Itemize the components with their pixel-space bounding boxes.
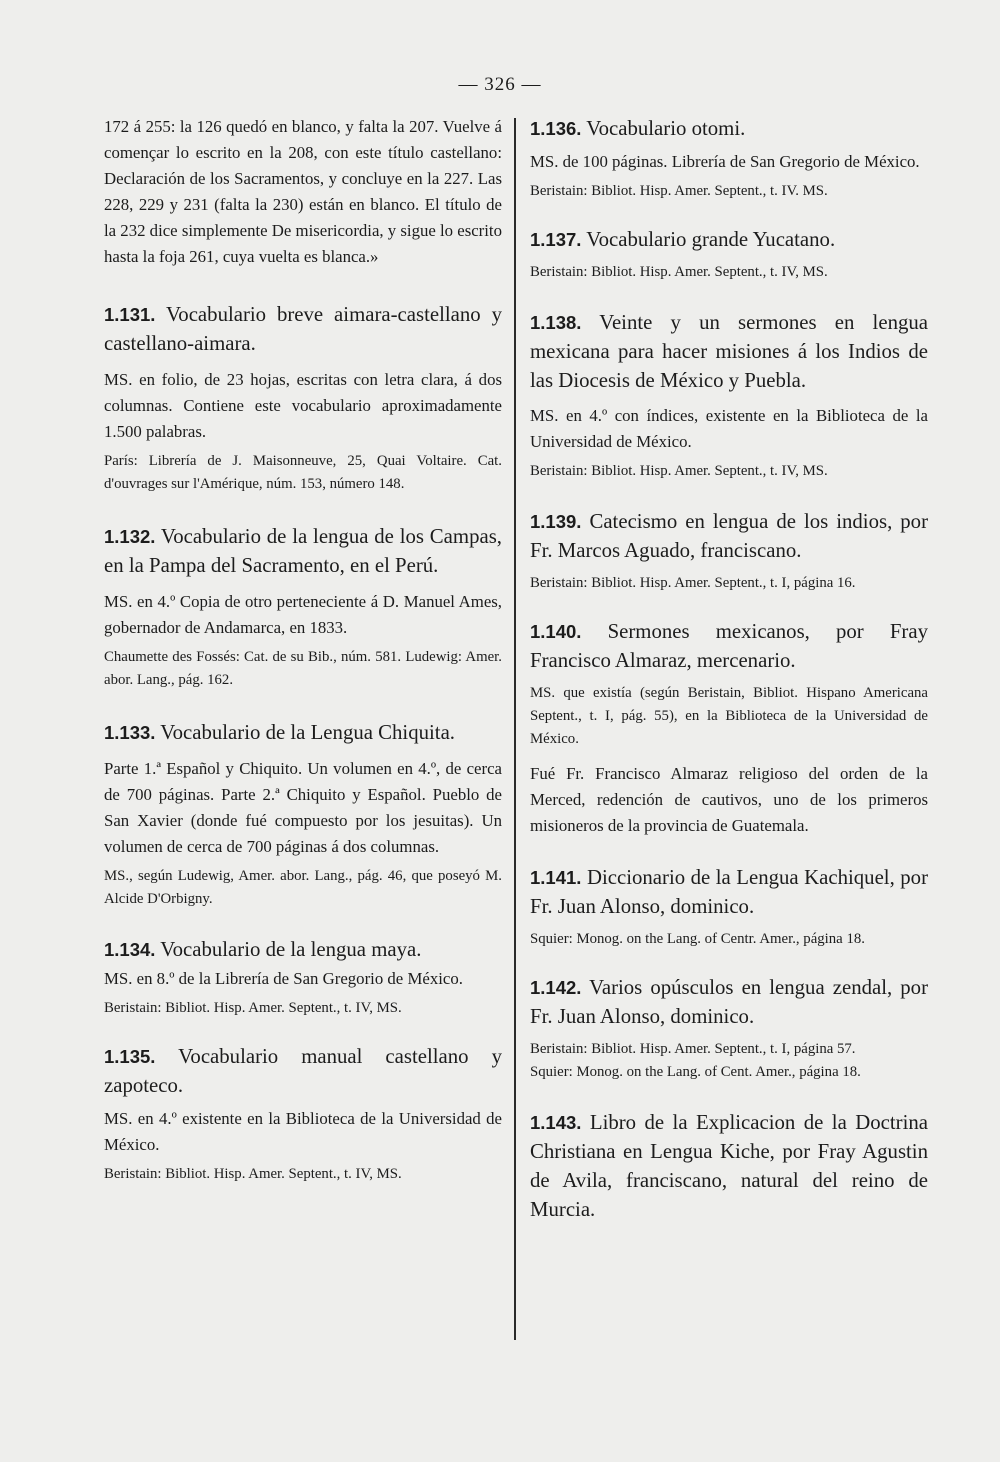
entry-note: París: Librería de J. Maisonneuve, 25, Quai Voltaire. Cat. d'ouvrages sur l'Amérique, núm. 153, número 148. [104,453,502,492]
entry-number: 1.141. [530,867,582,888]
entry-title: Vocabulario de la Lengua Chiquita. [160,721,455,744]
entry-1142 [530,973,928,1084]
entry-body: MS. en 4.º con índices, existente en la Biblioteca de la Universidad de México. [530,406,928,451]
entry-number: 1.143. [530,1112,582,1133]
entry-1131 [104,300,502,496]
entry-note: Beristain: Bibliot. Hisp. Amer. Septent., t. I, página 16. [530,575,856,591]
entry-body: Fué Fr. Francisco Almaraz religioso del orden de la Merced, redención de cautivos, uno de los primeros misioneros de la provincia de Guatemala. [530,764,928,835]
entry-body: Parte 1.ª Español y Chiquito. Un volumen en 4.º, de cerca de 700 páginas. Parte 2.ª Chiquito y Español. Pueblo de San Xavier (donde fué compuesto por los jesuitas). Un volumen de cerca de 700 páginas á dos columnas. [104,759,502,856]
entry-heading [530,1108,928,1224]
entry-note: Beristain: Bibliot. Hisp. Amer. Septent., t. I, página 57. [530,1041,856,1057]
entry-note: Beristain: Bibliot. Hisp. Amer. Septent., t. IV. MS. [530,183,828,199]
entry-number: 1.142. [530,977,582,998]
entry-number: 1.134. [104,939,156,960]
entry-number: 1.140. [530,621,582,642]
entry-1134 [104,935,502,1020]
entry-1139 [530,507,928,595]
entry-number: 1.133. [104,722,156,743]
entry-title: Catecismo en lengua de los indios, por Fr. Marcos Aguado, franciscano. [530,510,928,562]
entry-title: Vocabulario manual castellano y zapoteco. [104,1045,502,1097]
entry-title: Diccionario de la Lengua Kachiquel, por Fr. Juan Alonso, dominico. [530,866,929,918]
entry-note: Squier: Monog. on the Lang. of Centr. Amer., página 18. [530,931,865,947]
entry-body: MS. en folio, de 23 hojas, escritas con letra clara, á dos columnas. Contiene este vocabulario aproximadamente 1.500 palabras. [104,370,502,441]
entry-note: MS. que existía (según Beristain, Bibliot. Hispano Americana Septent., t. I, pág. 55), en la Biblioteca de la Universidad de México. [530,685,928,747]
entry-heading [104,1042,502,1100]
entry-heading [530,225,928,254]
entry-title: Varios opúsculos en lengua zendal, por Fr. Juan Alonso, dominico. [530,976,928,1028]
entry-heading [530,507,928,565]
entry-title: Vocabulario breve aimara-castellano y castellano-aimara. [104,303,502,355]
entry-number: 1.132. [104,526,156,547]
entry-heading [530,617,928,675]
entry-title: Sermones mexicanos, por Fray Francisco Almaraz, mercenario. [530,620,928,672]
right-column [530,114,928,1224]
entry-1140 [530,617,928,839]
entry-title: Vocabulario de la lengua maya. [160,938,422,961]
entry-1137 [530,225,928,284]
entry-heading [530,863,928,921]
continuation-text: 172 á 255: la 126 quedó en blanco, y falta la 207. Vuelve á començar lo escrito en la 208, con este título castellano: Declaración de los Sacramentos, y concluye en la 227. Las 228, 229 y 231 (falta la 230) están en blanco. El título de la 232 dice simplemente De misericordia, y sigue lo escrito hasta la foja 261, cuya vuelta es blanca.» [104,117,502,266]
entry-body: MS. en 8.º de la Librería de San Gregorio de México. [104,969,463,988]
entry-heading [104,300,502,358]
entry-number: 1.139. [530,511,582,532]
entry-number: 1.131. [104,304,156,325]
entry-heading [104,718,502,747]
entry-1132 [104,522,502,692]
entry-body: MS. en 4.º existente en la Biblioteca de la Universidad de México. [104,1109,502,1154]
left-column [104,114,502,1186]
entry-note: MS., según Ludewig, Amer. abor. Lang., pág. 46, que poseyó M. Alcide D'Orbigny. [104,868,502,907]
column-divider [514,118,516,1340]
entry-heading [530,308,928,395]
entry-number: 1.137. [530,229,582,250]
entry-note: Beristain: Bibliot. Hisp. Amer. Septent., t. IV, MS. [530,264,828,280]
entry-title: Vocabulario grande Yucatano. [586,228,836,251]
entry-body: MS. en 4.º Copia de otro perteneciente á D. Manuel Ames, gobernador de Andamarca, en 1833. [104,592,502,637]
entry-1136 [530,114,928,203]
entry-title: Libro de la Explicacion de la Doctrina Christiana en Lengua Kiche, por Fray Agustin de Avila, franciscano, natural del reino de Murcia. [530,1111,928,1221]
entry-note: Beristain: Bibliot. Hisp. Amer. Septent., t. IV, MS. [104,1000,402,1016]
entry-heading [530,973,928,1031]
entry-number: 1.135. [104,1046,156,1067]
entry-number: 1.136. [530,118,582,139]
entry-note: Squier: Monog. on the Lang. of Cent. Amer., página 18. [530,1064,861,1080]
entry-number: 1.138. [530,312,582,333]
entry-note: Chaumette des Fossés: Cat. de su Bib., núm. 581. Ludewig: Amer. abor. Lang., pág. 162. [104,649,502,688]
entry-1135 [104,1042,502,1186]
entry-title: Vocabulario otomi. [586,117,746,140]
entry-heading [104,522,502,580]
page-number: — 326 — [458,74,542,95]
entry-heading [104,935,502,964]
entry-1133 [104,718,502,911]
entry-note: Beristain: Bibliot. Hisp. Amer. Septent., t. IV, MS. [530,463,828,479]
entry-note: Beristain: Bibliot. Hisp. Amer. Septent., t. IV, MS. [104,1166,402,1182]
entry-1138 [530,308,928,483]
entry-1143 [530,1108,928,1224]
entry-1141 [530,863,928,951]
entry-heading [530,114,928,143]
entry-title: Vocabulario de la lengua de los Campas, en la Pampa del Sacramento, en el Perú. [104,525,502,577]
entry-body: MS. de 100 páginas. Librería de San Gregorio de México. [530,152,920,171]
entry-title: Veinte y un sermones en lengua mexicana para hacer misiones á los Indios de las Diocesis de México y Puebla. [530,311,928,392]
